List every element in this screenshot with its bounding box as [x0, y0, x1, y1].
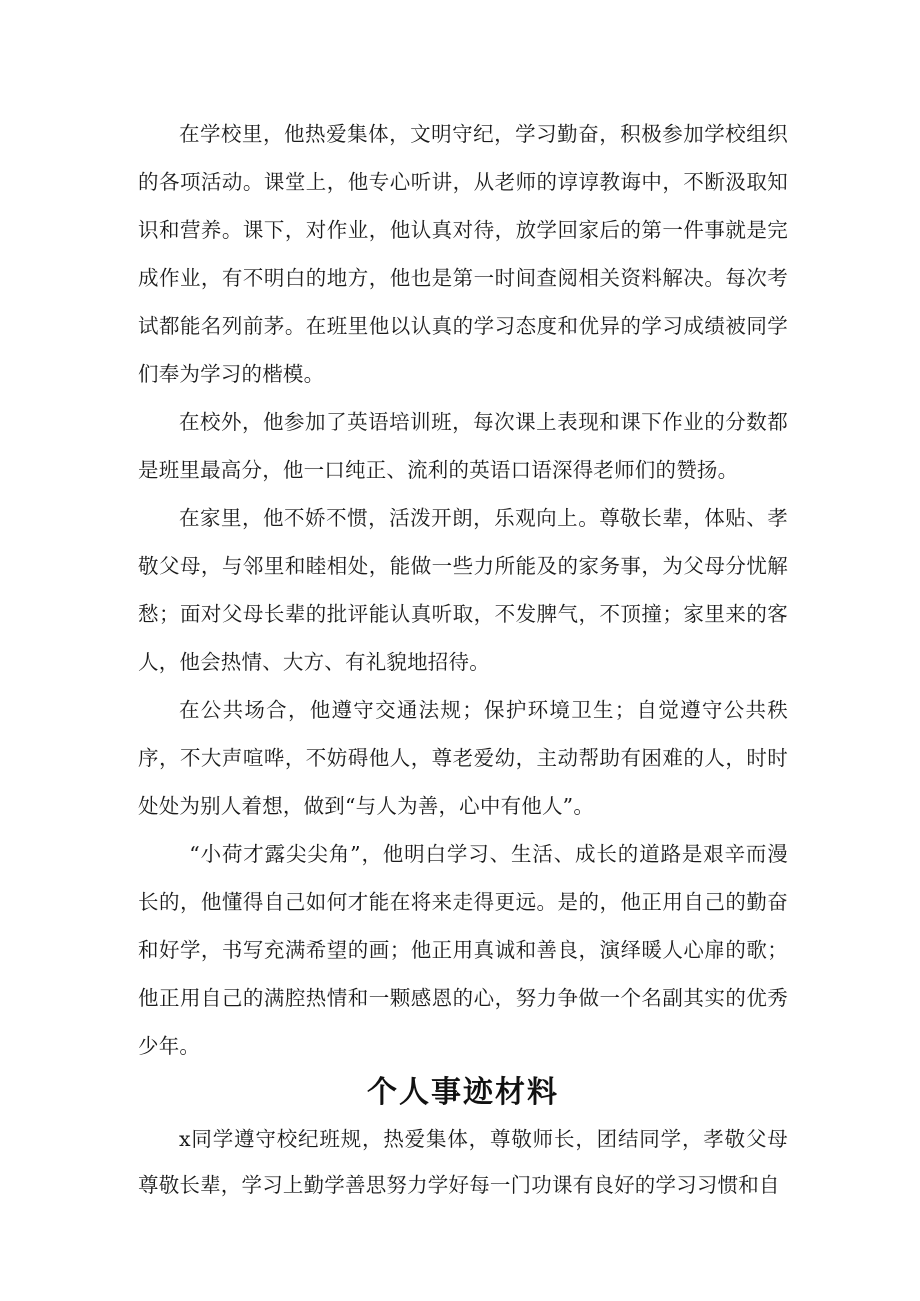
paragraph-outside-school: 在校外，他参加了英语培训班，每次课上表现和课下作业的分数都是班里最高分，他一口纯正、流利的英语口语深得老师们的赞扬。	[138, 410, 788, 482]
paragraph-after-title: x同学遵守校纪班规，热爱集体，尊敬师长，团结同学，孝敬父母尊敬长辈，学习上勤学善思努力学好每一门功课有良好的学习习惯和自	[138, 1127, 788, 1197]
paragraph-conclusion: “小荷才露尖尖角”，他明白学习、生活、成长的道路是艰辛而漫长的，他懂得自己如何才能在将来走得更远。是的，他正用自己的勤奋和好学，书写充满希望的画；他正用真诚和善良，演绎暖人心扉的歌；他正用自己的满腔热情和一颗感恩的心，努力争做一个名副其实的优秀少年。	[138, 842, 788, 1058]
paragraph-school: 在学校里，他热爱集体，文明守纪，学习勤奋，积极参加学校组织的各项活动。课堂上，他专心听讲，从老师的谆谆教诲中，不断汲取知识和营养。课下，对作业，他认真对待，放学回家后的第一件事就是完成作业，有不明白的地方，他也是第一时间查阅相关资料解决。每次考试都能名列前茅。在班里他以认真的学习态度和优异的学习成绩被同学们奉为学习的楷模。	[138, 122, 788, 386]
document-page	[138, 110, 788, 1208]
paragraph-public: 在公共场合，他遵守交通法规；保护环境卫生；自觉遵守公共秩序，不大声喧哗，不妨碍他人，尊老爱幼，主动帮助有困难的人，时时处处为别人着想，做到“与人为善，心中有他人”。	[138, 698, 788, 818]
document-title: 个人事迹材料	[367, 1075, 559, 1110]
paragraph-home: 在家里，他不娇不惯，活泼开朗，乐观向上。尊敬长辈，体贴、孝敬父母，与邻里和睦相处，能做一些力所能及的家务事，为父母分忧解愁；面对父母长辈的批评能认真听取，不发脾气，不顶撞；家里来的客人，他会热情、大方、有礼貌地招待。	[138, 506, 788, 674]
